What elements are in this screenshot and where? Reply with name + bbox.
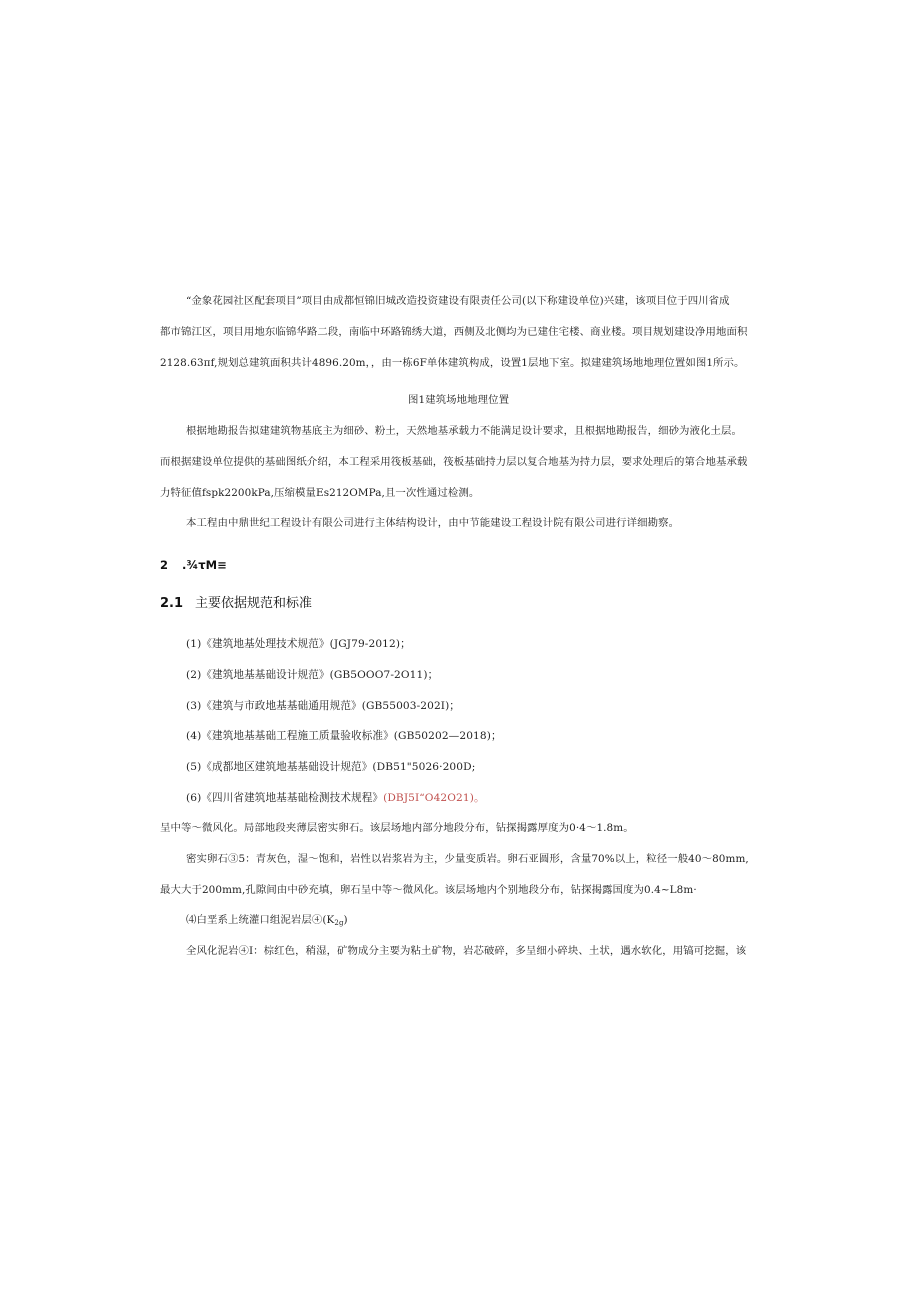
intro-paragraph-line-2: 都市锦江区，项目用地东临锦华路二段，南临中环路锦绣大道，西侧及北侧均为已建住宅楼、商业楼。项目规划建设净用地面积 <box>160 326 748 338</box>
section-2-1-heading <box>160 595 312 613</box>
section-2-1-number: 2.1 <box>160 596 184 611</box>
reference-item-6 <box>186 791 485 805</box>
intro-paragraph-line-3: 2128.63πf,规划总建筑面积共计4896.20m，，由一栋6F单体建筑构成，设置1层地下室。拟建建筑场地地理位置如图1所示。 <box>160 357 745 369</box>
design-paragraph: 本工程由中鼎世纪工程设计有限公司进行主体结构设计，由中节能建设工程设计院有限公司进行详细勘察。 <box>186 517 680 529</box>
geology-line-4-end: ) <box>343 914 348 926</box>
geology-line-4 <box>186 913 348 930</box>
section-2-number: 2 <box>160 558 169 572</box>
geology-line-1: 呈中等～微风化。局部地段夹薄层密实卵石。该层场地内部分地段分布，钻探揭露厚度为0·4～1.8m。 <box>160 822 634 834</box>
reference-item-1: (1)《建筑地基处理技术规范》(JGJ79-2012)； <box>186 638 411 650</box>
figure-caption: 图1建筑场地地理位置 <box>408 394 510 406</box>
foundation-paragraph-line-3: 力特征值fspk2200kPa,压缩模量Es212OMPa,且一次性通过检测。 <box>160 487 480 499</box>
reference-item-6-title: (6)《四川省建筑地基基础检测技术规程》 <box>186 792 384 804</box>
reference-item-2: (2)《建筑地基基础设计规范》(GB5OOO7-2O11)； <box>186 669 439 681</box>
reference-item-5: (5)《成都地区建筑地基基础设计规范》(DB51"5026·200D; <box>186 761 476 773</box>
section-2-title: .¾τM≡ <box>182 558 227 572</box>
geology-line-4-subscript: 2g <box>334 919 344 927</box>
intro-paragraph-line-1: “金象花园社区配套项目”项目由成都恒锦旧城改造投资建设有限责任公司(以下称建设单位)兴建，该项目位于四川省成 <box>186 295 730 307</box>
section-2-heading <box>160 557 227 573</box>
section-2-1-title: 主要依据规范和标准 <box>195 596 313 611</box>
geology-line-4-main: ⑷白垩系上统灌口组泥岩层④(K <box>186 914 335 926</box>
foundation-paragraph-line-1: 根据地勘报告拟建建筑物基底主为细砂、粉土，天然地基承载力不能满足设计要求，且根据地勘报告，细砂为液化土层。 <box>186 425 742 437</box>
reference-item-6-code: (DBJ5I“O42O21)。 <box>383 792 485 804</box>
geology-line-5: 全风化泥岩④I：棕红色，稍湿，矿物成分主要为粘土矿物，岩芯破碎，多呈细小碎块、土状，遇水软化，用镐可挖掘，该 <box>186 945 747 957</box>
geology-line-2: 密实卵石③5：青灰色，湿～饱和，岩性以岩浆岩为主，少量变质岩。卵石亚圆形，含量70%以上，粒径一般40～80mm, <box>186 853 749 865</box>
geology-line-3: 最大大于200mm,孔隙间由中砂充填，卵石呈中等～微风化。该层场地内个别地段分布，钻探揭露国度为0.4~L8m· <box>160 884 697 896</box>
reference-item-4: (4)《建筑地基基础工程施工质量验收标准》(GB50202—2018)； <box>186 730 502 742</box>
foundation-paragraph-line-2: 而根据建设单位提供的基础图纸介绍，本工程采用筏板基础，筏板基础持力层以复合地基为持力层，要求处理后的第合地基承载 <box>160 456 748 468</box>
reference-item-3: (3)《建筑与市政地基基础通用规范》(GB55003-202I)； <box>186 700 461 712</box>
